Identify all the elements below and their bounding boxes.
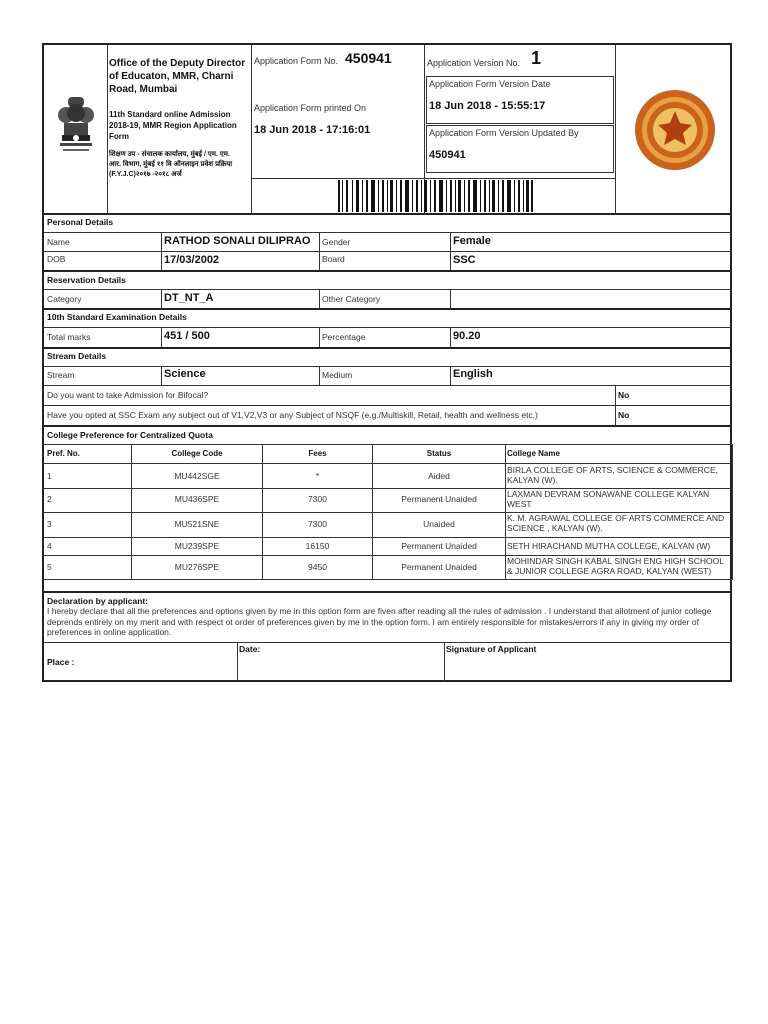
dob-label: DOB <box>47 254 66 264</box>
table-row-status: Permanent Unaided <box>401 541 477 551</box>
gender-value: Female <box>453 235 491 247</box>
table-row-fees: * <box>315 471 320 481</box>
name-value: RATHOD SONALI DILIPRAO <box>164 235 311 247</box>
exam-section: 10th Standard Examination Details <box>47 312 187 322</box>
medium-value: English <box>453 368 493 380</box>
printed-on-label: Application Form printed On <box>254 103 367 113</box>
category-label: Category <box>47 294 82 304</box>
bifocal-question: Do you want to take Admission for Bifocal? <box>47 390 209 400</box>
updated-by-label: Application Form Version Updated By <box>429 128 579 138</box>
table-row-college: LAXMAN DEVRAM SONAWANE COLLEGE KALYAN WEST <box>507 489 710 509</box>
stream-label: Stream <box>47 370 75 380</box>
admission-title: 11th Standard online Admission 2018-19, MMR Region Application Form <box>109 110 237 141</box>
app-form-no-label: Application Form No. <box>254 56 339 66</box>
table-row-status: Permanent Unaided <box>401 562 477 572</box>
maharashtra-seal-icon <box>634 87 716 173</box>
app-form-no: 450941 <box>345 50 392 66</box>
table-row-code: MU276SPE <box>174 562 220 572</box>
col-header-pref: Pref. No. <box>47 449 80 458</box>
marathi-title: शिक्षण उप - संचालक कार्यालय, मुंबई / एम. एम. आर. विभाग, मुंबई ११ वि ऑनलाइन प्रवेश प्रक्रिया (F.Y.J.C)२०१७ -२०१८ अर्ज <box>109 151 233 178</box>
table-row-code: MU436SPE <box>174 494 220 504</box>
barcode-icon <box>338 180 534 212</box>
table-row-pref: 3 <box>47 519 52 529</box>
printed-on: 18 Jun 2018 - 17:16:01 <box>254 124 371 136</box>
app-version: 1 <box>531 48 542 68</box>
date-label: Date: <box>239 644 261 654</box>
table-row-pref: 4 <box>47 541 52 551</box>
col-header-status: Status <box>426 449 452 458</box>
stream-value: Science <box>164 368 206 380</box>
table-row-code: MU239SPE <box>174 541 220 551</box>
table-row-fees: 16150 <box>305 541 330 551</box>
updated-by: 450941 <box>429 149 466 161</box>
board-label: Board <box>322 254 345 264</box>
personal-section: Personal Details <box>47 217 114 227</box>
version-date: 18 Jun 2018 - 15:55:17 <box>429 100 546 112</box>
table-row-fees: 7300 <box>308 494 327 504</box>
college-section: College Preference for Centralized Quota <box>47 430 213 440</box>
col-header-code: College Code <box>171 449 223 458</box>
table-row-college: BIRLA COLLEGE OF ARTS, SCIENCE & COMMERCE, KALYAN (W). <box>507 465 718 485</box>
declaration-text: I hereby declare that all the preferences and options given by me in this option form are fiven after reading all the rules of admission . I understand that allotment of junior college deprends entirely on my merit and with respect ot order of preferences given by me in the option form. I am entirely responsible for mistakes/errors if any in giving my order of preferences in online application. <box>47 606 712 637</box>
total-marks-label: Total marks <box>47 332 91 342</box>
board-value: SSC <box>453 254 476 266</box>
total-marks-value: 451 / 500 <box>164 330 210 342</box>
nsqf-question: Have you opted at SSC Exam any subject out of V1,V2,V3 or any Subject of NSQF (e.g./Multiskill, Retail, health and wellness etc.) <box>47 410 538 420</box>
table-row-college: MOHINDAR SINGH KABAL SINGH ENG HIGH SCHOOL & JUNIOR COLLEGE AGRA ROAD, KALYAN (WEST) <box>507 556 724 576</box>
other-category-label: Other Category <box>322 294 381 304</box>
table-row-status: Aided <box>428 471 450 481</box>
category-value: DT_NT_A <box>164 292 214 304</box>
col-header-fees: Fees <box>308 449 327 458</box>
medium-label: Medium <box>322 370 353 380</box>
table-row-fees: 7300 <box>308 519 327 529</box>
declaration-title: Declaration by applicant: <box>47 596 149 606</box>
table-row-fees: 9450 <box>308 562 327 572</box>
office-title: Office of the Deputy Director of Educaton, MMR, Charni Road, Mumbai <box>109 58 246 95</box>
percentage-value: 90.20 <box>453 330 481 342</box>
table-row-pref: 2 <box>47 494 52 504</box>
dob-value: 17/03/2002 <box>164 254 220 266</box>
place-label: Place : <box>47 657 75 667</box>
table-row-status: Unaided <box>423 519 455 529</box>
table-row-pref: 1 <box>47 471 52 481</box>
reservation-section: Reservation Details <box>47 275 126 285</box>
table-row-code: MU442SGE <box>174 471 220 481</box>
nsqf-answer: No <box>618 410 630 420</box>
app-version-label: Application Version No. <box>427 58 521 68</box>
bifocal-answer: No <box>618 390 630 400</box>
table-row-college: SETH HIRACHAND MUTHA COLLEGE, KALYAN (W) <box>507 541 711 551</box>
national-emblem-icon <box>54 95 98 159</box>
gender-label: Gender <box>322 237 351 247</box>
col-header-name: College Name <box>507 449 560 458</box>
application-form <box>42 43 732 682</box>
stream-section: Stream Details <box>47 351 107 361</box>
name-label: Name <box>47 237 70 247</box>
version-date-label: Application Form Version Date <box>429 79 551 89</box>
percentage-label: Percentage <box>322 332 366 342</box>
table-row-status: Permanent Unaided <box>401 494 477 504</box>
table-row-code: MU521SNE <box>174 519 220 529</box>
table-row-college: K. M. AGRAWAL COLLEGE OF ARTS COMMERCE AND SCIENCE , KALYAN (W). <box>507 513 725 533</box>
signature-label: Signature of Applicant <box>446 644 537 654</box>
table-row-pref: 5 <box>47 562 52 572</box>
